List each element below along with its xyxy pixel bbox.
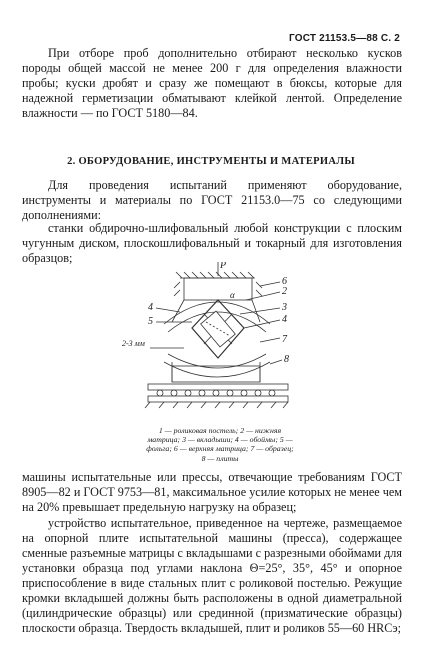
figure-label-4-left: 4 [148, 302, 153, 313]
paragraph-presses: машины испытательные или прессы, отвечающие требованиям ГОСТ 8905—82 и ГОСТ 9753—81, максимальное усилие которых не менее чем на 20% превышает предельную нагрузку на образец; [22, 470, 402, 514]
figure-label-angle: α [230, 290, 235, 300]
figure-label-4: 4 [282, 314, 287, 325]
figure-label-2: 2 [282, 286, 287, 297]
paragraph-equipment-intro: Для проведения испытаний применяют оборудование, инструменты и материалы по ГОСТ 21153.0—75 со следующими дополнениями: [22, 178, 402, 222]
figure-caption: 1 — роликовая постель; 2 — нижняя матрица; 3 — вкладыши; 4 — обоймы; 5 — фольга; 6 — верхняя матрица; 7 — образец; 8 — плиты [146, 426, 294, 463]
figure-label-5: 5 [148, 316, 153, 327]
paragraph-machines: станки обдирочно-шлифовальный любой конструкции с плоским чугунным диском, плоскошлифовальный и токарный для изготовления образцов; [22, 221, 402, 265]
section-heading: 2. ОБОРУДОВАНИЕ, ИНСТРУМЕНТЫ И МАТЕРИАЛЫ [67, 156, 355, 167]
paragraph-sampling: При отборе проб дополнительно отбирают несколько кусков породы общей массой не менее 200 г для определения влажности пробы; куски дробят и сразу же помещают в бюксы, которые для надежной герметизации обматывают клейкой лентой. Определение влажности — по ГОСТ 5180—84. [22, 46, 402, 120]
figure-label-6: 6 [282, 276, 287, 287]
figure-label-7: 7 [282, 334, 287, 345]
test-device-diagram [120, 262, 310, 427]
page-header: ГОСТ 21153.5—88 С. 2 [288, 33, 400, 44]
figure-label-load: P [220, 262, 227, 271]
figure-label-3: 3 [282, 302, 287, 313]
figure-label-gap: 2-3 мм [122, 339, 145, 348]
paragraph-test-device: устройство испытательное, приведенное на чертеже, размещаемое на опорной плите испытательной машины (пресса), содержащее сменные разъемные матрицы с вкладышами с разрезными обоймами для установки образца под углами наклона Θ=25°, 35°, 45° и опорное приспособление в виде стальных плит с роликовой постелью. Режущие кромки вкладышей должны быть расположены в одной диаметральной (цилиндрические образцы) или срединной (призматические образцы) плоскости образца. Твердость вкладышей, плит и роликов 55—60 HRCэ; [22, 516, 402, 635]
figure-label-8: 8 [284, 354, 289, 365]
